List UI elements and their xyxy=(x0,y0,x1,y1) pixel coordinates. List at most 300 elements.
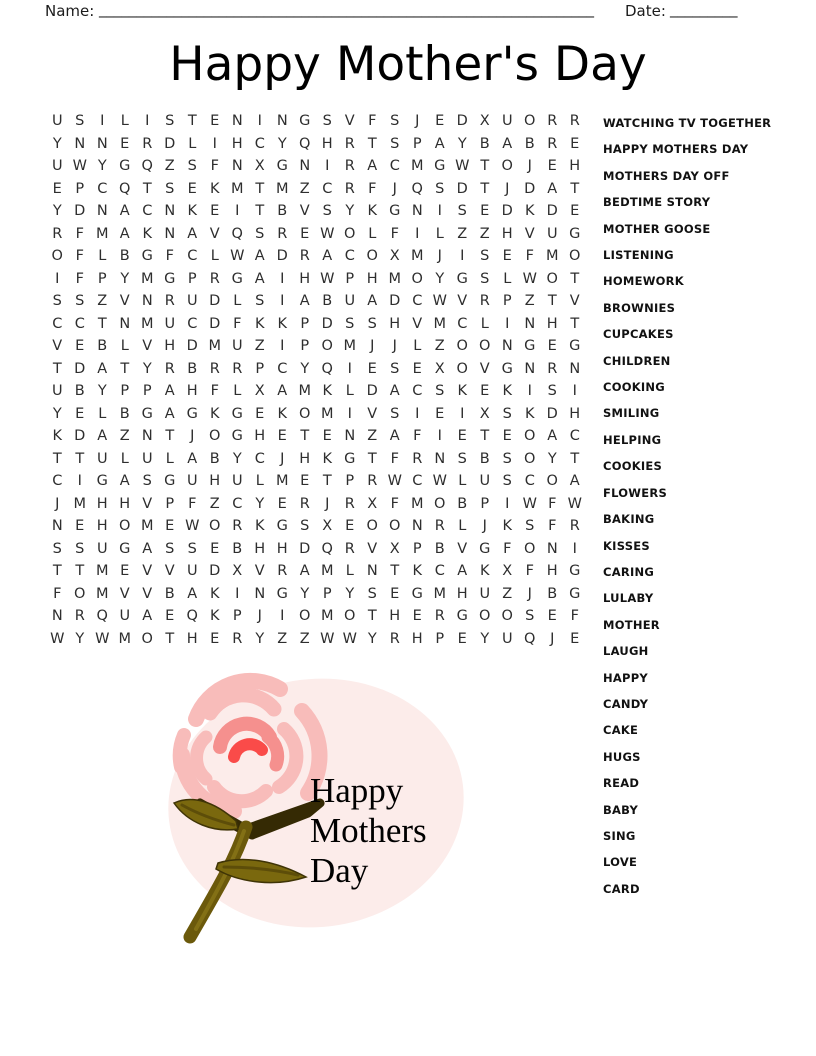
grid-letter: W xyxy=(522,270,537,287)
grid-letter: V xyxy=(524,225,535,242)
grid-letter: P xyxy=(480,495,490,512)
grid-letter: C xyxy=(277,360,288,377)
grid-letter: F xyxy=(53,585,62,602)
grid-letter: F xyxy=(503,540,512,557)
grid-letter: Q xyxy=(96,608,108,625)
grid-letter: S xyxy=(435,383,445,400)
grid-letter: N xyxy=(524,360,536,377)
grid-letter: A xyxy=(547,428,558,445)
word-list xyxy=(603,110,803,902)
grid-letter: C xyxy=(524,473,535,490)
grid-letter: V xyxy=(367,405,378,422)
grid-letter: T xyxy=(480,428,490,445)
grid-letter: C xyxy=(97,180,108,197)
grid-letter: G xyxy=(186,405,198,422)
grid-letter: A xyxy=(389,383,400,400)
grid-letter: X xyxy=(232,563,243,580)
grid-letter: L xyxy=(345,383,354,400)
grid-letter: Y xyxy=(120,270,130,287)
grid-letter: H xyxy=(456,585,468,602)
grid-letter: E xyxy=(457,428,467,445)
grid-letter: Q xyxy=(119,180,131,197)
word-list-item: HAPPY xyxy=(603,670,648,685)
grid-letter: L xyxy=(120,113,129,130)
grid-letter: O xyxy=(119,518,131,535)
grid-letter: C xyxy=(322,180,333,197)
grid-letter: R xyxy=(209,360,220,377)
grid-letter: T xyxy=(165,428,175,445)
grid-letter: Z xyxy=(299,180,310,197)
grid-letter: M xyxy=(410,248,424,265)
grid-letter: P xyxy=(435,630,445,647)
grid-letter: A xyxy=(187,450,198,467)
grid-letter: E xyxy=(390,585,400,602)
grid-letter: E xyxy=(210,203,220,220)
grid-letter: B xyxy=(479,135,490,152)
grid-letter: I xyxy=(505,315,510,332)
grid-letter: I xyxy=(235,203,240,220)
grid-letter: F xyxy=(525,248,534,265)
grid-letter: O xyxy=(411,270,423,287)
grid-letter: S xyxy=(75,113,85,130)
grid-letter: G xyxy=(164,473,176,490)
grid-letter: U xyxy=(479,585,491,602)
grid-letter: E xyxy=(547,338,557,355)
grid-letter: R xyxy=(277,225,288,242)
grid-letter: Z xyxy=(502,585,513,602)
grid-letter: I xyxy=(257,113,262,130)
caption-line: Day xyxy=(310,851,369,890)
grid-letter: M xyxy=(298,383,311,400)
grid-letter: N xyxy=(164,225,176,242)
grid-letter: C xyxy=(569,428,580,445)
grid-letter: A xyxy=(254,248,265,265)
grid-letter: Y xyxy=(75,630,85,647)
word-list-item: LULABY xyxy=(603,591,654,606)
grid-letter: X xyxy=(254,158,265,175)
grid-letter: Q xyxy=(186,608,198,625)
word-list-item: HOMEWORK xyxy=(603,274,684,289)
grid-letter: S xyxy=(502,473,512,490)
caption-line: Mothers xyxy=(310,811,427,850)
grid-letter: U xyxy=(51,158,63,175)
grid-letter: G xyxy=(456,270,468,287)
grid-letter: G xyxy=(231,428,243,445)
grid-letter: I xyxy=(572,540,577,557)
grid-letter: E xyxy=(412,360,422,377)
grid-letter: S xyxy=(300,518,310,535)
grid-letter: R xyxy=(344,495,355,512)
grid-letter: C xyxy=(457,315,468,332)
grid-letter: H xyxy=(569,405,581,422)
grid-letter: S xyxy=(75,293,85,310)
grid-letter: X xyxy=(479,113,490,130)
grid-letter: I xyxy=(145,113,150,130)
grid-letter: U xyxy=(501,113,513,130)
grid-letter: N xyxy=(501,338,513,355)
grid-letter: N xyxy=(119,315,131,332)
grid-letter: R xyxy=(547,113,558,130)
word-list-item: MOTHER xyxy=(603,617,660,632)
grid-letter: J xyxy=(392,338,397,355)
grid-letter: G xyxy=(434,158,446,175)
grid-letter: W xyxy=(185,518,200,535)
grid-letter: Z xyxy=(277,630,288,647)
grid-letter: S xyxy=(255,225,265,242)
grid-letter: W xyxy=(320,225,335,242)
grid-letter: O xyxy=(501,608,513,625)
grid-letter: Z xyxy=(524,293,535,310)
grid-letter: J xyxy=(55,495,60,512)
grid-letter: M xyxy=(230,180,244,197)
grid-letter: P xyxy=(75,180,85,197)
grid-letter: Z xyxy=(254,338,265,355)
grid-letter: S xyxy=(480,248,490,265)
grid-letter: R xyxy=(74,608,85,625)
grid-letter: R xyxy=(344,158,355,175)
grid-letter: E xyxy=(255,405,265,422)
grid-letter: L xyxy=(458,473,467,490)
grid-letter: R xyxy=(367,473,378,490)
grid-letter: I xyxy=(212,135,217,152)
grid-letter: X xyxy=(434,360,445,377)
grid-letter: R xyxy=(142,135,153,152)
grid-letter: B xyxy=(479,450,490,467)
grid-letter: W xyxy=(95,630,110,647)
grid-letter: R xyxy=(164,360,175,377)
grid-letter: N xyxy=(74,135,86,152)
grid-letter: I xyxy=(100,113,105,130)
grid-letter: J xyxy=(325,495,330,512)
date-blank-line[interactable]: _________ xyxy=(670,0,738,18)
grid-letter: D xyxy=(546,203,558,220)
grid-letter: S xyxy=(457,450,467,467)
grid-letter: Y xyxy=(277,135,287,152)
grid-letter: Y xyxy=(435,270,445,287)
word-list-item: BEDTIME STORY xyxy=(603,195,711,210)
grid-letter: Q xyxy=(411,180,423,197)
grid-letter: E xyxy=(435,405,445,422)
grid-letter: A xyxy=(187,585,198,602)
grid-letter: V xyxy=(119,293,130,310)
grid-letter: N xyxy=(51,608,63,625)
grid-letter: N xyxy=(96,135,108,152)
grid-letter: P xyxy=(412,540,422,557)
grid-letter: R xyxy=(344,135,355,152)
grid-letter: H xyxy=(96,518,108,535)
word-list-item: BABY xyxy=(603,802,639,817)
grid-letter: S xyxy=(525,608,535,625)
grid-letter: M xyxy=(140,315,154,332)
grid-letter: L xyxy=(435,225,444,242)
grid-letter: S xyxy=(345,315,355,332)
grid-letter: J xyxy=(370,338,375,355)
grid-letter: S xyxy=(187,158,197,175)
grid-letter: E xyxy=(547,608,557,625)
grid-letter: G xyxy=(276,518,288,535)
grid-letter: K xyxy=(209,608,220,625)
grid-letter: Z xyxy=(97,293,108,310)
grid-letter: U xyxy=(96,450,108,467)
grid-letter: P xyxy=(165,495,175,512)
grid-letter: V xyxy=(164,563,175,580)
grid-letter: T xyxy=(367,135,377,152)
word-list-item: CAKE xyxy=(603,723,639,738)
grid-letter: K xyxy=(367,203,377,220)
grid-letter: K xyxy=(502,518,512,535)
grid-letter: M xyxy=(118,630,131,647)
grid-letter: U xyxy=(344,293,356,310)
grid-letter: G xyxy=(411,585,423,602)
grid-letter: I xyxy=(527,383,532,400)
grid-letter: Q xyxy=(299,135,311,152)
grid-letter: A xyxy=(142,608,153,625)
grid-letter: U xyxy=(231,473,243,490)
grid-letter: L xyxy=(233,293,242,310)
grid-letter: R xyxy=(232,518,243,535)
grid-letter: Y xyxy=(345,203,355,220)
grid-letter: V xyxy=(412,315,423,332)
grid-letter: S xyxy=(187,540,197,557)
grid-letter: P xyxy=(232,608,242,625)
grid-letter: A xyxy=(142,540,153,557)
word-list-item: BROWNIES xyxy=(603,300,676,315)
grid-letter: E xyxy=(165,608,175,625)
page-title: Happy Mother's Day xyxy=(169,37,647,92)
grid-letter: A xyxy=(97,428,108,445)
grid-letter: T xyxy=(480,158,490,175)
grid-letter: E xyxy=(75,338,85,355)
grid-letter: F xyxy=(390,225,399,242)
grid-letter: I xyxy=(415,225,420,242)
word-list-item: LISTENING xyxy=(603,248,674,263)
grid-letter: W xyxy=(432,473,447,490)
grid-letter: E xyxy=(300,225,310,242)
grid-letter: M xyxy=(320,405,334,422)
word-list-item: WATCHING TV TOGETHER xyxy=(603,116,772,130)
grid-letter: I xyxy=(460,248,465,265)
grid-letter: U xyxy=(164,315,176,332)
grid-letter: F xyxy=(548,495,557,512)
grid-letter: F xyxy=(210,158,219,175)
word-list-item: READ xyxy=(603,776,640,791)
grid-letter: V xyxy=(479,360,490,377)
grid-letter: I xyxy=(415,405,420,422)
grid-letter: S xyxy=(52,540,62,557)
grid-letter: V xyxy=(142,585,153,602)
grid-letter: V xyxy=(142,563,153,580)
grid-letter: A xyxy=(434,135,445,152)
grid-letter: S xyxy=(435,180,445,197)
grid-letter: O xyxy=(209,518,221,535)
grid-letter: H xyxy=(299,450,311,467)
grid-letter: H xyxy=(186,630,198,647)
grid-letter: D xyxy=(389,293,401,310)
grid-letter: G xyxy=(456,608,468,625)
grid-letter: A xyxy=(367,158,378,175)
grid-letter: E xyxy=(480,383,490,400)
grid-letter: G xyxy=(164,270,176,287)
grid-letter: Z xyxy=(299,630,310,647)
grid-letter: N xyxy=(231,158,243,175)
grid-letter: K xyxy=(254,518,265,535)
grid-letter: E xyxy=(187,180,197,197)
grid-letter: D xyxy=(74,360,86,377)
grid-letter: A xyxy=(119,203,130,220)
grid-letter: N xyxy=(276,113,288,130)
grid-letter: K xyxy=(457,383,467,400)
grid-letter: G xyxy=(119,540,131,557)
grid-letter: M xyxy=(388,270,401,287)
grid-letter: T xyxy=(120,360,130,377)
grid-letter: K xyxy=(187,203,197,220)
grid-letter: R xyxy=(52,225,63,242)
grid-letter: I xyxy=(437,428,442,445)
grid-letter: H xyxy=(501,225,513,242)
grid-letter: D xyxy=(74,428,86,445)
grid-letter: V xyxy=(209,225,220,242)
grid-letter: R xyxy=(232,360,243,377)
grid-letter: P xyxy=(255,360,265,377)
grid-letter: H xyxy=(254,428,266,445)
grid-letter: T xyxy=(547,293,557,310)
grid-letter: T xyxy=(52,360,62,377)
grid-letter: H xyxy=(321,135,333,152)
grid-letter: O xyxy=(51,248,63,265)
grid-letter: O xyxy=(479,338,491,355)
grid-letter: C xyxy=(74,315,85,332)
grid-letter: W xyxy=(50,630,65,647)
grid-letter: C xyxy=(344,248,355,265)
grid-letter: I xyxy=(325,158,330,175)
grid-letter: F xyxy=(390,450,399,467)
grid-letter: V xyxy=(457,540,468,557)
grid-letter: C xyxy=(142,203,153,220)
grid-letter: O xyxy=(456,360,468,377)
grid-letter: E xyxy=(435,113,445,130)
grid-letter: H xyxy=(119,495,131,512)
grid-letter: O xyxy=(546,270,558,287)
grid-letter: U xyxy=(51,113,63,130)
grid-letter: M xyxy=(140,518,154,535)
grid-letter: R xyxy=(389,630,400,647)
grid-letter: E xyxy=(165,518,175,535)
grid-letter: B xyxy=(119,405,130,422)
grid-letter: P xyxy=(120,383,130,400)
grid-letter: O xyxy=(321,338,333,355)
name-blank-line[interactable]: __________________________________________________________________ xyxy=(99,0,594,18)
grid-letter: A xyxy=(97,360,108,377)
grid-letter: S xyxy=(165,113,175,130)
grid-letter: F xyxy=(368,180,377,197)
grid-letter: H xyxy=(389,315,401,332)
grid-letter: P xyxy=(502,293,512,310)
grid-letter: W xyxy=(230,248,245,265)
grid-letter: Q xyxy=(141,158,153,175)
grid-letter: P xyxy=(322,585,332,602)
grid-letter: S xyxy=(322,113,332,130)
grid-letter: C xyxy=(254,135,265,152)
grid-letter: O xyxy=(546,473,558,490)
grid-letter: H xyxy=(231,135,243,152)
grid-letter: N xyxy=(299,158,311,175)
word-list-item: FLOWERS xyxy=(603,485,667,500)
grid-letter: L xyxy=(120,450,129,467)
grid-letter: L xyxy=(503,270,512,287)
grid-letter: N xyxy=(434,450,446,467)
grid-letter: L xyxy=(345,563,354,580)
word-list-item: SMILING xyxy=(603,406,660,421)
grid-letter: O xyxy=(434,495,446,512)
grid-letter: N xyxy=(231,113,243,130)
grid-letter: E xyxy=(570,135,580,152)
grid-letter: I xyxy=(572,383,577,400)
grid-letter: W xyxy=(72,158,87,175)
grid-letter: I xyxy=(505,495,510,512)
grid-letter: K xyxy=(209,405,220,422)
grid-letter: D xyxy=(186,338,198,355)
grid-letter: I xyxy=(437,203,442,220)
grid-letter: P xyxy=(345,270,355,287)
grid-letter: U xyxy=(186,473,198,490)
grid-letter: L xyxy=(120,338,129,355)
grid-letter: E xyxy=(75,405,85,422)
grid-letter: S xyxy=(502,450,512,467)
grid-letter: Y xyxy=(345,585,355,602)
grid-letter: S xyxy=(367,585,377,602)
grid-letter: P xyxy=(300,338,310,355)
grid-letter: E xyxy=(570,203,580,220)
grid-letter: V xyxy=(119,585,130,602)
grid-letter: E xyxy=(210,630,220,647)
grid-letter: O xyxy=(524,113,536,130)
grid-letter: E xyxy=(412,608,422,625)
grid-letter: G xyxy=(141,248,153,265)
grid-letter: H xyxy=(366,270,378,287)
word-list-item: COOKIES xyxy=(603,459,663,474)
grid-letter: U xyxy=(546,225,558,242)
grid-letter: A xyxy=(299,563,310,580)
grid-letter: U xyxy=(141,450,153,467)
grid-letter: F xyxy=(548,518,557,535)
grid-letter: W xyxy=(432,293,447,310)
word-list-item: COOKING xyxy=(603,380,665,395)
word-list-item: SING xyxy=(603,828,636,843)
grid-letter: F xyxy=(75,248,84,265)
grid-letter: C xyxy=(232,495,243,512)
grid-letter: P xyxy=(97,270,107,287)
grid-letter: V xyxy=(142,338,153,355)
word-list-item: HAPPY MOTHERS DAY xyxy=(603,142,749,157)
grid-letter: U xyxy=(501,630,513,647)
grid-letter: A xyxy=(187,225,198,242)
grid-letter: V xyxy=(142,495,153,512)
grid-letter: H xyxy=(209,473,221,490)
grid-letter: D xyxy=(366,383,378,400)
grid-letter: G xyxy=(276,585,288,602)
grid-letter: F xyxy=(570,608,579,625)
grid-letter: S xyxy=(502,405,512,422)
word-list-item: HELPING xyxy=(603,432,662,447)
grid-letter: F xyxy=(188,495,197,512)
name-label: Name: xyxy=(45,2,95,20)
grid-letter: L xyxy=(98,405,107,422)
grid-letter: E xyxy=(277,495,287,512)
grid-letter: O xyxy=(299,405,311,422)
grid-letter: M xyxy=(95,585,109,602)
grid-letter: I xyxy=(235,585,240,602)
grid-letter: U xyxy=(119,608,131,625)
